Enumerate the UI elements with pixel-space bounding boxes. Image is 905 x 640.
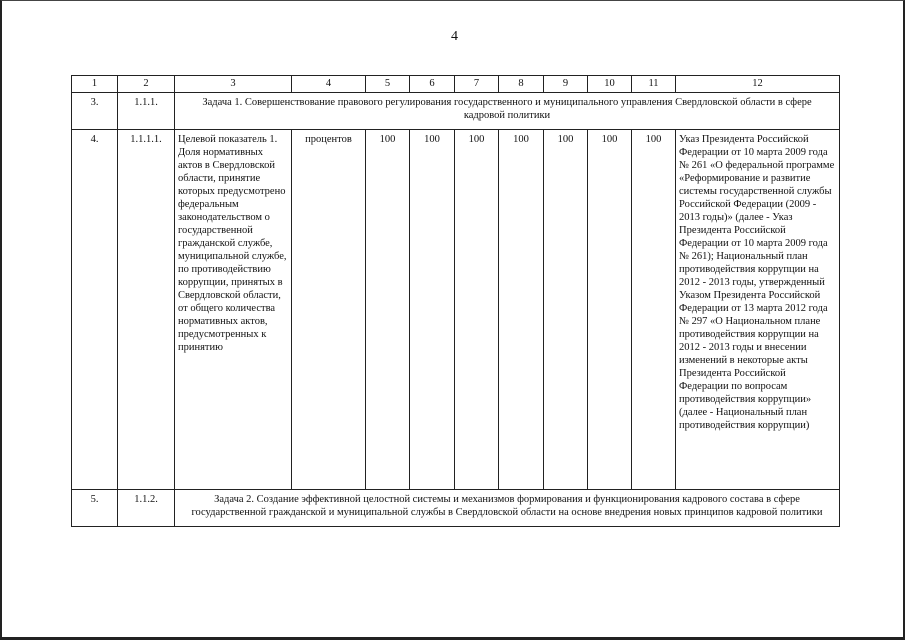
indicator-value: 100 <box>588 130 632 490</box>
table-row-indicator <box>72 130 840 490</box>
task-description: Задача 1. Совершенствование правового регулирования государственного и муниципального управления Свердловской области в сфере кадровой политики <box>175 93 840 130</box>
indicator-value: 100 <box>499 130 544 490</box>
table-row-task-1 <box>72 93 840 130</box>
indicator-name: Целевой показатель 1. Доля нормативных актов в Свердловской области, принятие которых предусмотрено федеральным законодательством о государственной гражданской службе, муниципальной службе, по противодействию коррупции, принятых в Свердловской области, от общего количества нормативных актов, предусмотренных к принятию <box>175 130 292 490</box>
header-cell: 9 <box>544 76 588 93</box>
row-code: 1.1.2. <box>118 490 175 527</box>
indicator-value: 100 <box>366 130 410 490</box>
row-number: 3. <box>72 93 118 130</box>
header-cell: 8 <box>499 76 544 93</box>
indicator-unit: процентов <box>292 130 366 490</box>
header-cell: 5 <box>366 76 410 93</box>
row-number: 5. <box>72 490 118 527</box>
header-cell: 1 <box>72 76 118 93</box>
indicator-value: 100 <box>544 130 588 490</box>
row-number: 4. <box>72 130 118 490</box>
header-cell: 4 <box>292 76 366 93</box>
header-cell: 6 <box>410 76 455 93</box>
indicator-value: 100 <box>410 130 455 490</box>
table-row-task-2 <box>72 490 840 527</box>
indicators-table <box>71 75 840 527</box>
row-code: 1.1.1. <box>118 93 175 130</box>
header-cell: 12 <box>676 76 840 93</box>
header-row <box>72 76 840 93</box>
indicator-value: 100 <box>455 130 499 490</box>
row-code: 1.1.1.1. <box>118 130 175 490</box>
page-number: 4 <box>451 29 458 44</box>
task-description: Задача 2. Создание эффективной целостной системы и механизмов формирования и функционирования кадрового состава в сфере государственной гражданской и муниципальной службы в Свердловской области на основе внедрения новых принципов кадровой политики <box>175 490 840 527</box>
header-cell: 2 <box>118 76 175 93</box>
header-cell: 10 <box>588 76 632 93</box>
header-cell: 7 <box>455 76 499 93</box>
header-cell: 3 <box>175 76 292 93</box>
header-cell: 11 <box>632 76 676 93</box>
indicator-value: 100 <box>632 130 676 490</box>
indicator-source: Указ Президента Российской Федерации от 10 марта 2009 года № 261 «О федеральной программе «Реформирование и развитие системы государственной службы Российской Федерации (2009 - 2013 годы)» (далее - Указ Президента Российской Федерации от 10 марта 2009 года № 261); Национальный план противодействия коррупции на 2012 - 2013 годы, утвержденный Указом Президента Российской Федерации от 13 марта 2012 года № 297 «О Национальном плане противодействия коррупции на 2012 - 2013 годы и внесении изменений в некоторые акты Президента Российской Федерации по вопросам противодействия коррупции» (далее - Национальный план противодействия коррупции) <box>676 130 840 490</box>
